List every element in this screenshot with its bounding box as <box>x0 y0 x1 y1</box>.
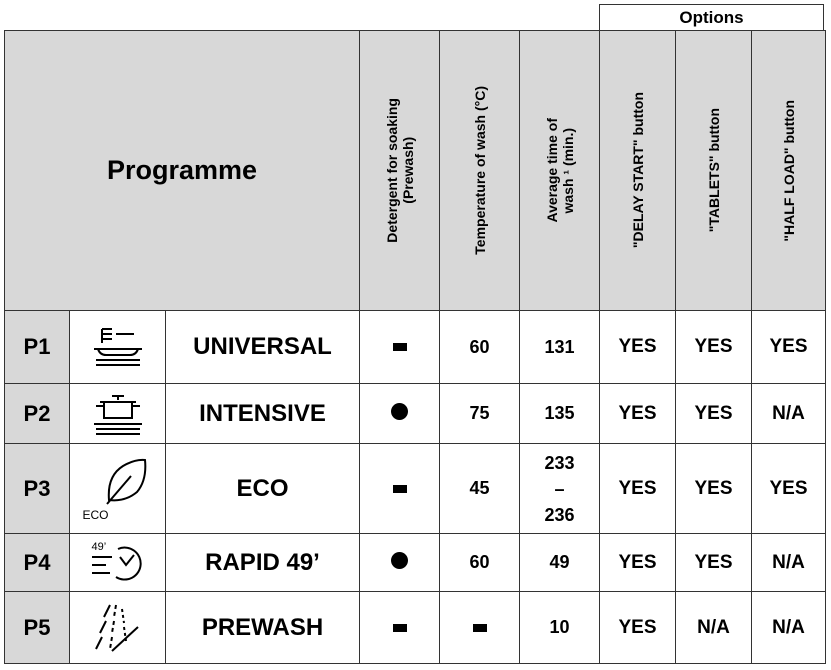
temperature-cell: 60 <box>440 534 520 592</box>
delay-start-cell: YES <box>600 444 676 534</box>
eco-leaf-icon <box>70 444 166 534</box>
tablets-cell: YES <box>676 311 752 384</box>
programme-code: P5 <box>5 592 70 664</box>
dash-mark <box>473 624 487 632</box>
tablets-cell: YES <box>676 384 752 444</box>
time-cell: 49 <box>520 534 600 592</box>
temperature-header: Temperature of wash (°C) <box>440 31 520 311</box>
table-row <box>5 444 826 534</box>
dot-mark <box>391 403 408 420</box>
detergent-cell <box>360 384 440 444</box>
tablets-header: "TABLETS" button <box>676 31 752 311</box>
half-load-header: "HALF LOAD" button <box>752 31 826 311</box>
temperature-cell: 60 <box>440 311 520 384</box>
time-cell: 131 <box>520 311 600 384</box>
programme-name: INTENSIVE <box>166 384 360 444</box>
half-load-cell: N/A <box>752 592 826 664</box>
half-load-cell: N/A <box>752 534 826 592</box>
time-cell: 135 <box>520 384 600 444</box>
programme-header: Programme <box>5 31 360 311</box>
rapid-icon-label: 49’ <box>91 540 107 553</box>
delay-start-cell: YES <box>600 311 676 384</box>
delay-start-cell: YES <box>600 592 676 664</box>
time-cell: 10 <box>520 592 600 664</box>
detergent-cell <box>360 444 440 534</box>
table-row <box>5 534 826 592</box>
detergent-cell <box>360 311 440 384</box>
programme-code: P4 <box>5 534 70 592</box>
delay-start-cell: YES <box>600 384 676 444</box>
tablets-cell: YES <box>676 534 752 592</box>
dash-mark <box>393 343 407 351</box>
detergent-cell <box>360 534 440 592</box>
intensive-pot-icon <box>70 384 166 444</box>
dot-mark <box>391 552 408 569</box>
programme-name: ECO <box>166 444 360 534</box>
programme-code: P3 <box>5 444 70 534</box>
detergent-header: Detergent for soaking (Prewash) <box>360 31 440 311</box>
table-row <box>5 592 826 664</box>
dash-mark <box>393 624 407 632</box>
programme-code: P2 <box>5 384 70 444</box>
programme-table <box>4 30 826 664</box>
time-cell: 233 – 236 <box>520 444 600 534</box>
dash-mark <box>393 485 407 493</box>
detergent-cell <box>360 592 440 664</box>
tablets-cell: YES <box>676 444 752 534</box>
rapid-clock-icon <box>70 534 166 592</box>
half-load-cell: YES <box>752 444 826 534</box>
prewash-spray-icon <box>70 592 166 664</box>
temperature-cell <box>440 592 520 664</box>
eco-icon-label: ECO <box>82 507 109 522</box>
programme-name: PREWASH <box>166 592 360 664</box>
delay-start-cell: YES <box>600 534 676 592</box>
programme-name: RAPID 49’ <box>166 534 360 592</box>
table-row <box>5 384 826 444</box>
half-load-cell: N/A <box>752 384 826 444</box>
header-row <box>5 31 826 311</box>
temperature-cell: 75 <box>440 384 520 444</box>
half-load-cell: YES <box>752 311 826 384</box>
programme-code: P1 <box>5 311 70 384</box>
table-row <box>5 311 826 384</box>
temperature-cell: 45 <box>440 444 520 534</box>
tablets-cell: N/A <box>676 592 752 664</box>
average-time-header: Average time of wash ¹ (min.) <box>520 31 600 311</box>
delay-start-header: "DELAY START" button <box>600 31 676 311</box>
programme-name: UNIVERSAL <box>166 311 360 384</box>
universal-dishes-icon <box>70 311 166 384</box>
options-header: Options <box>599 4 824 30</box>
